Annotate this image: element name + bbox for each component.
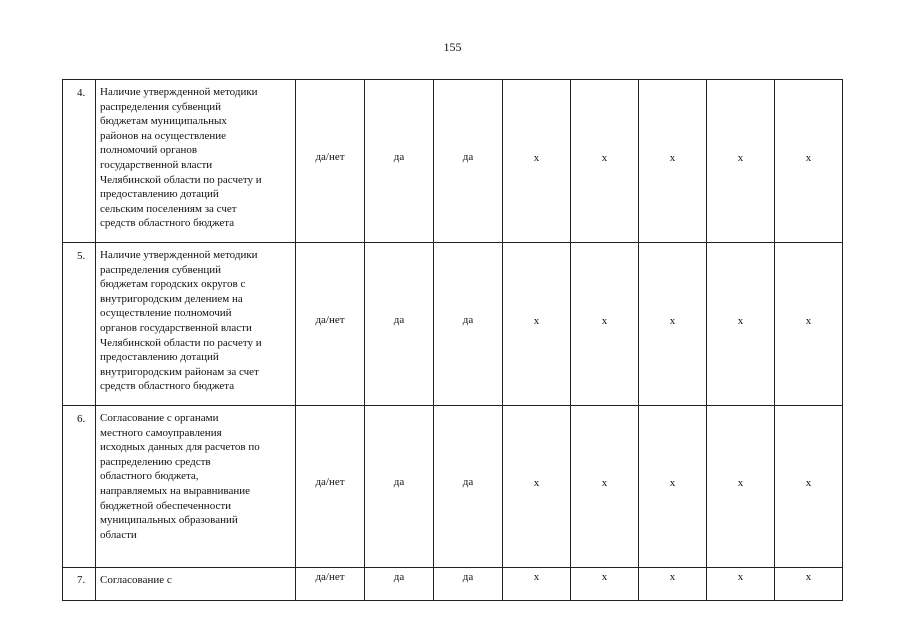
row-description: [96, 80, 296, 243]
description-line: предоставлению дотаций: [100, 351, 219, 364]
cross-cell: x: [503, 406, 571, 568]
cross-cell: x: [639, 406, 707, 568]
description-line: распределения субвенций: [100, 263, 222, 276]
row-description: [96, 243, 296, 406]
description-line: средств областного бюджета: [100, 380, 235, 393]
table-row: [63, 80, 843, 243]
value-cell: да: [365, 243, 434, 406]
description-line: государственной власти: [100, 158, 213, 171]
cross-cell: x: [571, 406, 639, 568]
row-number: 4.: [63, 80, 96, 243]
value-cell: да: [434, 80, 503, 243]
description-line: Челябинской области по расчету и: [100, 173, 262, 186]
value-cell: да: [434, 243, 503, 406]
description-line: местного самоуправления: [100, 426, 222, 439]
cross-cell: x: [707, 568, 775, 601]
unit-cell: да/нет: [296, 568, 365, 601]
description-line: Согласование с: [100, 574, 172, 586]
value-cell: да: [365, 568, 434, 601]
table-body: [63, 80, 843, 601]
unit-cell: да/нет: [296, 243, 365, 406]
cross-cell: x: [707, 80, 775, 243]
unit-cell: да/нет: [296, 406, 365, 568]
cross-cell: x: [639, 568, 707, 601]
value-cell: да: [365, 80, 434, 243]
value-cell: да: [434, 568, 503, 601]
description-line: бюджетам муниципальных: [100, 115, 227, 128]
cross-cell: x: [775, 243, 843, 406]
row-description: [96, 406, 296, 568]
description-line: Челябинской области по расчету и: [100, 336, 262, 349]
row-description: [96, 568, 296, 601]
description-line: направляемых на выравнивание: [100, 484, 251, 497]
cross-cell: x: [775, 568, 843, 601]
description-line: средств областного бюджета: [100, 217, 235, 230]
description-line: Наличие утвержденной методики: [100, 249, 258, 261]
table-row: [63, 243, 843, 406]
value-cell: да: [434, 406, 503, 568]
description-line: органов государственной власти: [100, 321, 252, 334]
cross-cell: x: [775, 80, 843, 243]
cross-cell: x: [571, 568, 639, 601]
cross-cell: x: [639, 243, 707, 406]
description-line: области: [100, 528, 137, 541]
unit-cell: да/нет: [296, 80, 365, 243]
description-line: распределению средств: [100, 455, 211, 468]
description-line: сельским поселениям за счет: [100, 202, 237, 215]
cross-cell: x: [707, 243, 775, 406]
description-line: внутригородским районам за счет: [100, 365, 259, 378]
description-line: бюджетной обеспеченности: [100, 499, 232, 512]
description-line: полномочий органов: [100, 144, 198, 157]
page-number: 155: [443, 40, 462, 54]
description-line: исходных данных для расчетов по: [100, 441, 260, 454]
description-line: Согласование с органами: [100, 412, 219, 424]
description-line: бюджетам городских округов с: [100, 278, 246, 291]
row-number: 5.: [63, 243, 96, 406]
description-line: распределения субвенций: [100, 100, 222, 113]
description-line: осуществление полномочий: [100, 307, 232, 320]
description-line: внутригородским делением на: [100, 292, 243, 305]
cross-cell: x: [571, 80, 639, 243]
cross-cell: x: [503, 243, 571, 406]
description-line: областного бюджета,: [100, 470, 199, 483]
indicators-table: [62, 79, 843, 601]
description-line: Наличие утвержденной методики: [100, 86, 258, 98]
description-line: районов на осуществление: [100, 129, 227, 142]
cross-cell: x: [503, 80, 571, 243]
cross-cell: x: [707, 406, 775, 568]
table-row: [63, 406, 843, 568]
description-line: муниципальных образований: [100, 514, 238, 527]
cross-cell: x: [639, 80, 707, 243]
cross-cell: x: [571, 243, 639, 406]
row-number: 7.: [63, 568, 96, 601]
table-row: [63, 568, 843, 601]
cross-cell: x: [775, 406, 843, 568]
description-line: предоставлению дотаций: [100, 188, 219, 201]
cross-cell: x: [503, 568, 571, 601]
row-number: 6.: [63, 406, 96, 568]
value-cell: да: [365, 406, 434, 568]
